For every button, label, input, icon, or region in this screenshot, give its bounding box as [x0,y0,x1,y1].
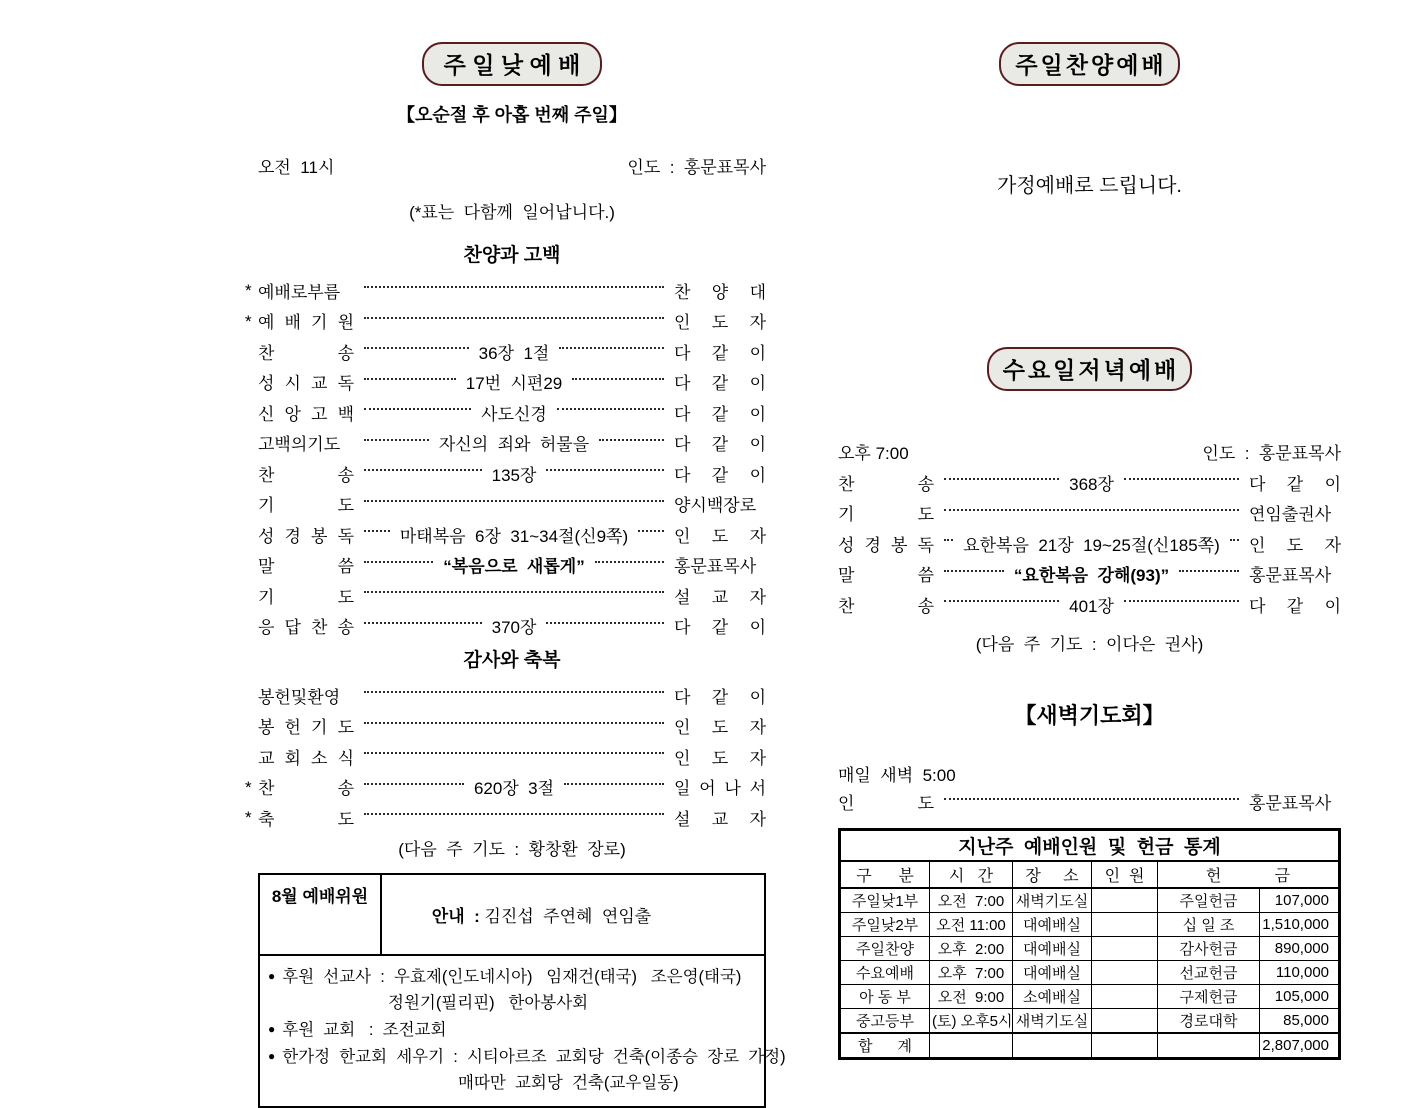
attendance-offering-table [838,828,1341,1060]
bullet-icon: ● [268,1021,276,1036]
service-item-label: 응 답 찬 송 [258,618,354,638]
service-item-label: 인 도 [838,794,934,814]
service-item-label: 성 시 교 독 [258,374,354,394]
cell-time: 오전 9:00 [930,985,1013,1009]
service-item-detail: 370장 [491,618,537,638]
wednesday-time-row [838,439,1341,464]
dotted-leader [572,378,664,380]
info-box-header [260,875,764,956]
dotted-leader [364,439,429,441]
service-item-person: 다 같 이 [674,343,766,363]
service-item-label: 성 경 봉 독 [258,526,354,546]
col-header-time: 시 간 [930,861,1013,888]
wednesday-leader: 인도 : 홍문표목사 [1202,444,1341,463]
info-line-text: 매따만 교회당 건축(교우일동) [458,1073,679,1092]
service-row [258,611,766,642]
service-item-label: 교 회 소 식 [258,748,354,768]
service-item-label: 찬 송 [838,474,934,494]
right-page [838,0,1341,1060]
service-item-detail: 620장 3절 [473,779,555,799]
sunday-praise-service-header [838,42,1341,86]
bullet-icon: ● [268,1048,276,1063]
info-line-text: 한가정 한교회 세우기 : 시티아르조 교회당 건축(이종승 장로 가정) [282,1047,786,1066]
wednesday-service-header [838,347,1341,391]
service-item-person: 다 같 이 [1249,474,1342,494]
cell-category: 중고등부 [840,1009,930,1034]
cell-category: 아 동 부 [840,985,930,1009]
thanks-blessing-items [245,680,767,833]
dotted-leader [364,500,664,502]
dotted-leader [364,378,456,380]
table-row [840,1009,1340,1034]
table-header-row [840,861,1340,888]
service-item-detail: 135장 [491,465,537,485]
cell-attendance [1092,985,1158,1009]
service-item-label: 말 씀 [838,566,934,586]
service-item-person: 설 교 자 [674,809,766,829]
service-item-label: 찬 송 [258,343,354,363]
service-row [838,528,1341,559]
service-item-label: 성 경 봉 독 [838,535,934,555]
cell-attendance [1092,961,1158,985]
dotted-leader [364,691,664,693]
dotted-leader [364,813,664,815]
dotted-leader [364,286,664,288]
service-row [258,428,766,459]
cell-offering-name: 선교헌금 [1158,961,1260,985]
cell-offering-name [1158,1033,1260,1059]
col-header-place: 장 소 [1013,861,1092,888]
service-item-detail: 요한복음 21장 19~25절(신185쪽) [963,535,1220,555]
col-header-category: 구 분 [840,861,930,888]
service-item-person: 다 같 이 [674,374,766,394]
service-item-label: 말 씀 [258,557,354,577]
home-worship-note: 가정예배로 드립니다. [997,175,1182,197]
cell-offering-name: 감사헌금 [1158,937,1260,961]
service-item-person: 인 도 자 [1249,535,1341,555]
service-item-label: 신 앙 고 백 [258,404,354,424]
service-item-person: 인 도 자 [674,526,766,546]
sunday-praise-service-title: 주일찬양예배 [999,42,1179,86]
cell-time [930,1033,1013,1059]
praise-confession-items [245,275,767,641]
dawn-prayer-items [838,787,1341,818]
dotted-leader [364,752,664,754]
sunday-day-service-title: 주 일 낮 예 배 [422,42,603,86]
service-item-label: 찬 송 [838,596,934,616]
table-row [840,888,1340,913]
cell-category: 수요예배 [840,961,930,985]
dotted-leader [564,783,664,785]
service-time-row [258,153,766,178]
left-page [245,0,786,1108]
cell-time: 오후 7:00 [930,961,1013,985]
service-row [258,397,766,428]
service-item-person: 다 같 이 [674,465,767,485]
service-item-person: 인 도 자 [674,313,766,333]
dotted-leader [364,469,482,471]
service-item-person: 인 도 자 [674,748,766,768]
cell-time: 오전 7:00 [930,888,1013,913]
info-box-body [260,956,786,1106]
service-item-person: 양시백장로 [674,496,757,516]
service-item-person: 다 같 이 [674,687,766,707]
service-row [838,589,1341,620]
cell-offering-name: 구제헌금 [1158,985,1260,1009]
dotted-leader [364,622,482,624]
dotted-leader [546,469,664,471]
dotted-leader [944,600,1059,602]
service-item-person: 일 어 나 서 [674,779,767,799]
wednesday-service-title: 수요일저녁예배 [987,347,1193,391]
dotted-leader [364,530,390,532]
wednesday-items [838,467,1341,620]
service-item-label: 찬 송 [258,465,354,485]
dotted-leader [1179,570,1239,572]
table-title-row [840,830,1340,862]
service-row [258,367,766,398]
service-item-label: 고백의기도 [258,435,341,455]
service-leader: 인도 : 홍문표목사 [627,158,766,177]
wednesday-next-week-note: (다음 주 기도 : 이다은 권사) [975,634,1204,654]
service-row [838,787,1341,818]
service-item-detail: “요한복음 강해(93)” [1013,566,1170,586]
service-item-person: 홍문표목사 [674,557,757,577]
monthly-info-box [258,873,786,1108]
dotted-leader [1124,478,1239,480]
service-row [258,519,766,550]
service-row [258,458,766,489]
service-item-person: 다 같 이 [674,618,767,638]
cell-attendance [1092,1033,1158,1059]
cell-category: 합 계 [840,1033,930,1059]
info-line [268,990,756,1016]
cell-category: 주일낮1부 [840,888,930,913]
table-total-row [840,1033,1340,1059]
dotted-leader [364,347,469,349]
dotted-leader [944,570,1004,572]
bullet-icon: ● [268,968,276,983]
usher-label: 안내 : [431,906,480,926]
info-line [268,1016,756,1043]
section-heading-praise-confession: 찬양과 고백 [463,245,561,266]
service-item-person: 연임출권사 [1249,505,1332,525]
cell-offering-amount: 105,000 [1260,985,1340,1009]
cell-offering-name: 주일헌금 [1158,888,1260,913]
service-row [245,306,766,337]
dotted-leader [364,317,664,319]
cell-place: 대예배실 [1013,913,1092,937]
star-mark: * [245,808,252,827]
service-item-person: 인 도 자 [674,718,766,738]
service-item-label: 기 도 [258,496,354,516]
cell-offering-amount: 85,000 [1260,1009,1340,1034]
service-row [245,772,767,803]
liturgical-week-subtitle: 【오순절 후 아홉 번째 주일】 [397,105,627,125]
dotted-leader [364,561,433,563]
cell-place: 대예배실 [1013,961,1092,985]
info-line-text: 후원 교회 : 조전교회 [282,1020,447,1039]
dotted-leader [944,539,953,541]
dotted-leader [944,478,1059,480]
service-item-label: 기 도 [258,587,354,607]
service-item-person: 다 같 이 [1249,596,1342,616]
service-item-detail: 368장 [1069,474,1114,494]
service-item-person: 찬 양 대 [674,282,766,302]
cell-attendance [1092,888,1158,913]
table-row [840,961,1340,985]
service-item-label: 예배로부름 [258,282,341,302]
service-item-detail: “복음으로 새롭게” [443,557,585,577]
cell-place: 새벽기도실 [1013,888,1092,913]
usher-names: 김진섭 주연혜 연임출 [479,906,652,926]
service-row [258,680,766,711]
dotted-leader [364,722,664,724]
dotted-leader [364,591,664,593]
table-title: 지난주 예배인원 및 헌금 통계 [840,830,1340,862]
cell-attendance [1092,913,1158,937]
service-item-person: 다 같 이 [674,404,767,424]
dotted-leader [364,408,471,410]
service-item-label: 봉헌및환영 [258,687,341,707]
usher-info [382,875,663,954]
cell-offering-amount: 890,000 [1260,937,1340,961]
cell-time: 오전 11:00 [930,913,1013,937]
service-item-person: 홍문표목사 [1249,566,1332,586]
star-mark: * [245,281,252,300]
service-row [258,336,766,367]
dotted-leader [364,783,464,785]
cell-offering-amount: 1,510,000 [1260,913,1340,937]
cell-category: 주일찬양 [840,937,930,961]
service-item-detail: 17번 시편29 [465,374,563,394]
standing-note: (*표는 다함께 일어납니다.) [409,203,615,222]
info-line [268,1043,786,1070]
dotted-leader [638,530,664,532]
service-item-detail: 사도신경 [481,404,547,424]
service-item-label: 예 배 기 원 [258,313,354,333]
dotted-leader [559,347,664,349]
info-line [268,963,756,990]
cell-place: 소예배실 [1013,985,1092,1009]
service-item-detail: 36장 1절 [478,343,550,363]
service-item-label: 축 도 [258,809,354,829]
service-item-detail: 마태복음 6장 31~34절(신9쪽) [399,526,629,546]
service-item-person: 설 교 자 [674,587,766,607]
service-row [245,802,766,833]
cell-offering-amount: 107,000 [1260,888,1340,913]
cell-place: 대예배실 [1013,937,1092,961]
service-row [245,275,766,306]
service-item-person: 다 같 이 [674,435,766,455]
dotted-leader [599,439,664,441]
dotted-leader [595,561,664,563]
service-row [258,711,766,742]
service-item-person: 홍문표목사 [1249,794,1332,814]
cell-attendance [1092,1009,1158,1034]
service-time: 오전 11시 [258,158,335,177]
service-row [838,559,1341,590]
cell-time: 오후 2:00 [930,937,1013,961]
service-row [258,580,766,611]
worship-committee-label: 8월 예배위원 [260,875,382,954]
star-mark: * [245,777,252,797]
dawn-prayer-title: 【새벽기도회】 [1014,702,1165,728]
dotted-leader [944,509,1239,511]
service-item-detail: 자신의 죄와 허물을 [438,435,590,455]
info-line [268,1070,756,1096]
next-week-prayer-note: (다음 주 기도 : 황창환 장로) [398,839,626,859]
table-row [840,913,1340,937]
dawn-prayer-time: 매일 새벽 5:00 [838,765,956,785]
table-row [840,985,1340,1009]
dotted-leader [1124,600,1239,602]
cell-offering-name: 십 일 조 [1158,913,1260,937]
dotted-leader [546,622,664,624]
cell-time: (토) 오후5시 [930,1009,1013,1034]
service-row [258,741,766,772]
service-row [258,489,766,520]
info-line-text: 후원 선교사 : 우효제(인도네시아) 임재건(태국) 조은영(태국) [282,967,742,986]
star-mark: * [245,311,252,331]
dotted-leader [944,798,1239,800]
cell-category: 주일낮2부 [840,913,930,937]
table-row [840,937,1340,961]
cell-offering-name: 경로대학 [1158,1009,1260,1034]
sunday-day-service-header [258,42,766,86]
col-header-attendance: 인 원 [1092,861,1158,888]
service-item-label: 봉 헌 기 도 [258,718,354,738]
service-item-detail: 401장 [1069,596,1114,616]
info-line-text: 정원기(필리핀) 한아봉사회 [388,993,589,1012]
service-row [258,550,766,581]
section-heading-thanks-blessing: 감사와 축복 [463,650,561,671]
col-header-offering: 헌 금 [1158,861,1340,888]
service-item-label: 찬 송 [258,779,354,799]
service-item-label: 기 도 [838,505,934,525]
cell-attendance [1092,937,1158,961]
cell-offering-amount: 110,000 [1260,961,1340,985]
service-row [838,467,1341,498]
wednesday-time: 오후 7:00 [838,444,909,463]
cell-place: 새벽기도실 [1013,1009,1092,1034]
dotted-leader [557,408,664,410]
table-body [840,888,1340,1059]
cell-place [1013,1033,1092,1059]
service-row [838,498,1341,529]
cell-offering-amount: 2,807,000 [1260,1033,1340,1059]
dotted-leader [1230,539,1239,541]
